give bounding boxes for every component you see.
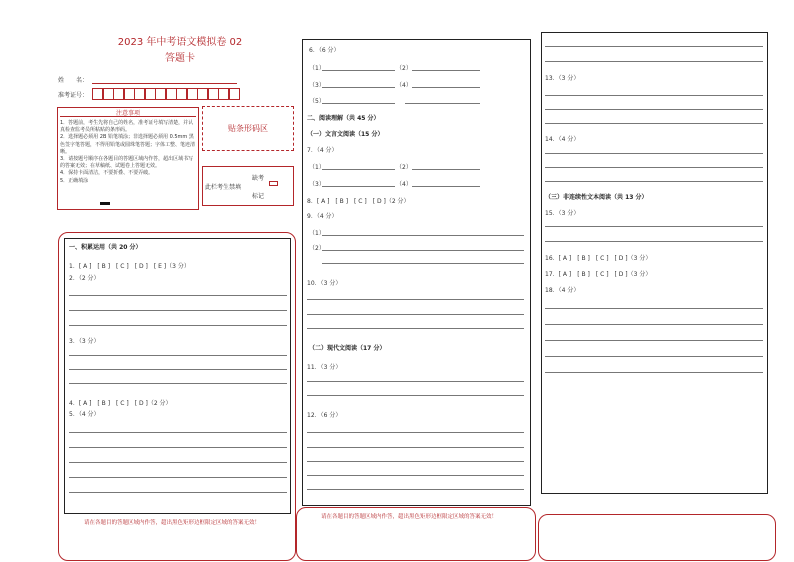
q7-3: （3）	[309, 181, 325, 188]
q4[interactable]: 4．[ A ] [ B ] [ C ] [ D ]（2 分）	[69, 400, 172, 407]
q8[interactable]: 8．[ A ] [ B ] [ C ] [ D ]（2 分）	[307, 198, 410, 205]
absent-label: 缺考	[252, 175, 265, 182]
q3: 3．（3 分）	[69, 338, 100, 345]
q6-5: （5）	[309, 98, 325, 105]
section1-heading: 一、积累运用（共 20 分）	[69, 244, 142, 251]
name-label: 姓 名：	[58, 77, 89, 84]
barcode-label: 贴条形码区	[228, 124, 268, 133]
q7-4: （4）	[396, 181, 412, 188]
column3-box	[541, 32, 768, 494]
ticket-number-grid[interactable]	[92, 88, 238, 100]
modern-reading-heading: （二）现代文阅读（17 分）	[309, 345, 386, 352]
notes-list	[60, 120, 196, 185]
paper-title: 2023 年中考语文模拟卷 02	[117, 37, 243, 48]
q2: 2．（2 分）	[69, 275, 100, 282]
q7: 7．（4 分）	[307, 147, 338, 154]
fill-sample-mark	[100, 202, 110, 205]
q9-1: （1）	[309, 230, 325, 237]
ticket-number-label: 准考证号：	[58, 92, 89, 99]
note-item: 1．答题前，考生先将自己的姓名，准考证号填写清楚，并认真检查监考员所粘贴的条形码。	[60, 120, 194, 134]
note-item: 4．保持卡面清洁，不要折叠、不要弄破。	[60, 170, 154, 177]
q16[interactable]: 16．[ A ] [ B ] [ C ] [ D ]（3 分）	[545, 255, 652, 262]
q13: 13．（3 分）	[545, 75, 580, 82]
absent-label-mark: 标记	[252, 193, 265, 200]
q6-3: （3）	[309, 82, 325, 89]
q1[interactable]: 1．[ A ] [ B ] [ C ] [ D ] [ E ]（3 分）	[69, 263, 190, 270]
q6-4: （4）	[396, 82, 412, 89]
q10: 10．（3 分）	[307, 280, 342, 287]
q6-1: （1）	[309, 65, 325, 72]
q6: 6．（6 分）	[309, 47, 340, 54]
q17[interactable]: 17．[ A ] [ B ] [ C ] [ D ]（3 分）	[545, 271, 652, 278]
name-input-line[interactable]	[92, 83, 237, 84]
notes-heading: 注意事项	[115, 110, 140, 117]
absent-note: 此栏考生禁填	[205, 184, 242, 191]
q14: 14．（4 分）	[545, 136, 580, 143]
absent-checkbox[interactable]	[269, 181, 278, 186]
note-item: 2．选择题必须用 2B 铅笔填涂；非选择题必须用 0.5mm 黑色签字笔答题，不得用铅笔或圆珠笔答题；字体工整、笔迹清晰。	[60, 134, 196, 155]
column2-box	[302, 39, 531, 506]
answer-area-frame-3	[538, 514, 776, 561]
warning-footer-1: 请在各题目的答题区域内作答，超出黑色矩形边框限定区域的答案无效！	[84, 520, 261, 526]
q7-1: （1）	[309, 164, 325, 171]
note-item: 5．正确填涂	[60, 177, 89, 184]
q9-2: （2）	[309, 245, 325, 252]
q9: 9．（4 分）	[307, 213, 338, 220]
q15: 15．（3 分）	[545, 210, 580, 217]
answer-card-title: 答题卡	[165, 53, 195, 64]
q5: 5．（4 分）	[69, 411, 100, 418]
q11: 11．（3 分）	[307, 364, 342, 371]
q18: 18．（4 分）	[545, 287, 580, 294]
q6-2: （2）	[396, 65, 412, 72]
non-continuous-reading-heading: （三）非连续性文本阅读（共 13 分）	[545, 194, 648, 201]
classical-reading-heading: （一）文言文阅读（15 分）	[307, 131, 384, 138]
q12: 12．（6 分）	[307, 412, 342, 419]
warning-footer-2: 请在各题目的答题区域内作答，超出黑色矩形边框限定区域的答案无效！	[321, 514, 498, 520]
note-item: 3．请按题号顺序在各题目的答题区域内作答，超出区域书写的答案无效；在草稿纸、试题卷上答题无效。	[60, 156, 194, 170]
section2-heading: 二、阅读理解（共 45 分）	[307, 115, 380, 122]
q7-2: （2）	[396, 164, 412, 171]
